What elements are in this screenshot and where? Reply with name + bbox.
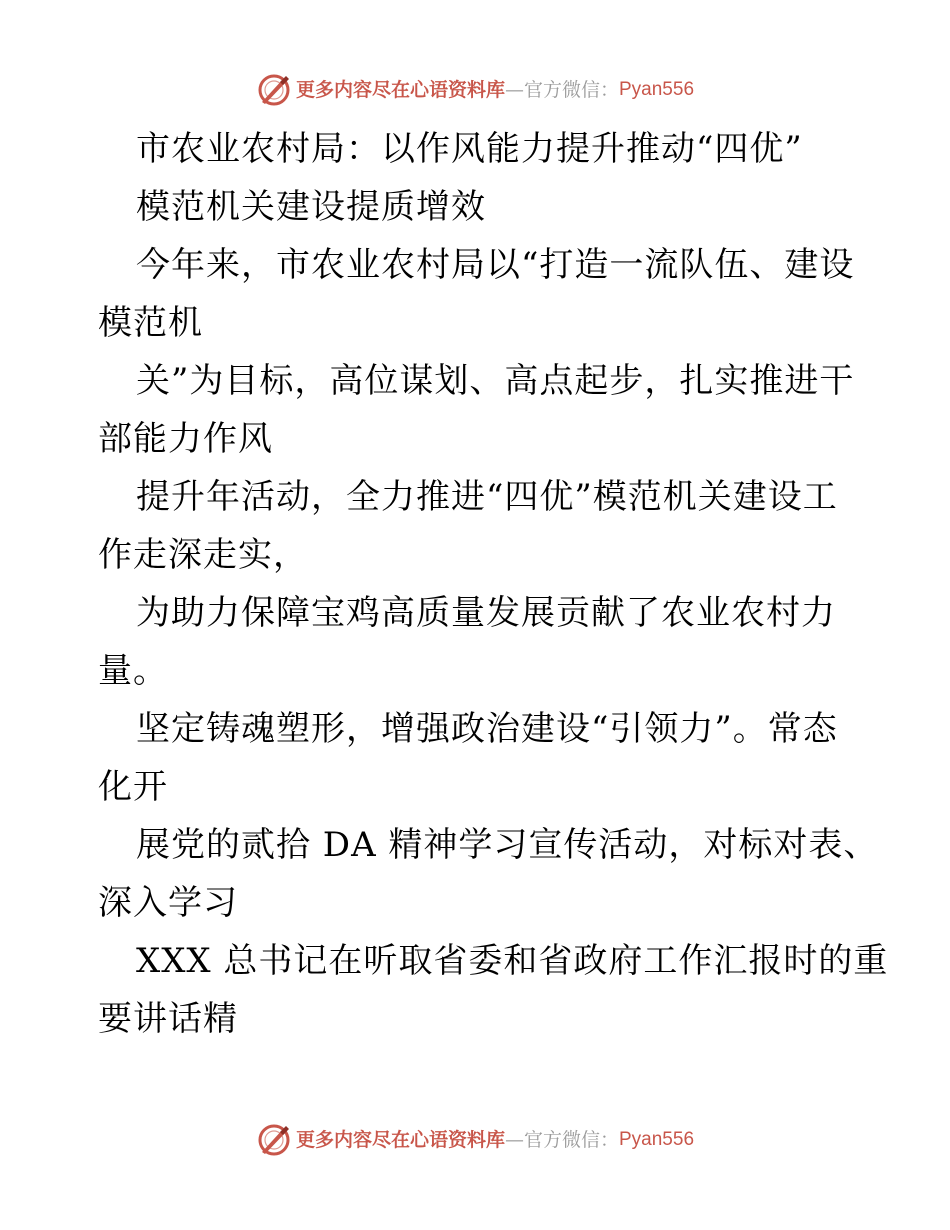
paragraph-line: 模范机	[98, 303, 203, 343]
paragraph-line: XXX 总书记在听取省委和省政府工作汇报时的重	[136, 941, 889, 981]
document-body	[98, 120, 889, 1048]
watermark-wechat-label: 官方微信：	[523, 79, 619, 101]
document-title-line-2: 模范机关建设提质增效	[136, 187, 486, 227]
paragraph-line: 为助力保障宝鸡高质量发展贡献了农业农村力	[136, 593, 836, 633]
watermark-site-text: 更多内容尽在心语资料库	[295, 1129, 505, 1151]
watermark-dash: —	[504, 1129, 524, 1151]
document-title-line-1: 市农业农村局：以作风能力提升推动“四优”	[136, 129, 803, 169]
quill-pen-icon	[256, 1122, 292, 1158]
watermark-wechat-label: 官方微信：	[523, 1129, 619, 1151]
footer-watermark	[0, 1120, 950, 1160]
quill-pen-icon	[256, 72, 292, 108]
watermark-dash: —	[504, 79, 524, 101]
paragraph-line: 今年来，市农业农村局以“打造一流队伍、建设	[136, 245, 855, 285]
watermark-wechat-id: Pyan556	[619, 79, 695, 100]
paragraph-line: 坚定铸魂塑形，增强政治建设“引领力”。常态	[136, 709, 838, 749]
paragraph-line: 深入学习	[98, 883, 238, 923]
paragraph-line: 要讲话精	[98, 999, 238, 1039]
paragraph-line: 作走深走实，	[98, 535, 308, 575]
watermark-site-text: 更多内容尽在心语资料库	[295, 79, 505, 101]
watermark-wechat-id: Pyan556	[619, 1129, 695, 1150]
paragraph-line: 关”为目标，高位谋划、高点起步，扎实推进干	[136, 361, 855, 401]
paragraph-line: 提升年活动，全力推进“四优”模范机关建设工	[136, 477, 838, 517]
paragraph-line: 展党的贰拾 DA 精神学习宣传活动，对标对表、	[136, 825, 879, 865]
paragraph-line: 量。	[98, 651, 168, 691]
header-watermark	[0, 70, 950, 110]
paragraph-line: 部能力作风	[98, 419, 273, 459]
paragraph-line: 化开	[98, 767, 168, 807]
